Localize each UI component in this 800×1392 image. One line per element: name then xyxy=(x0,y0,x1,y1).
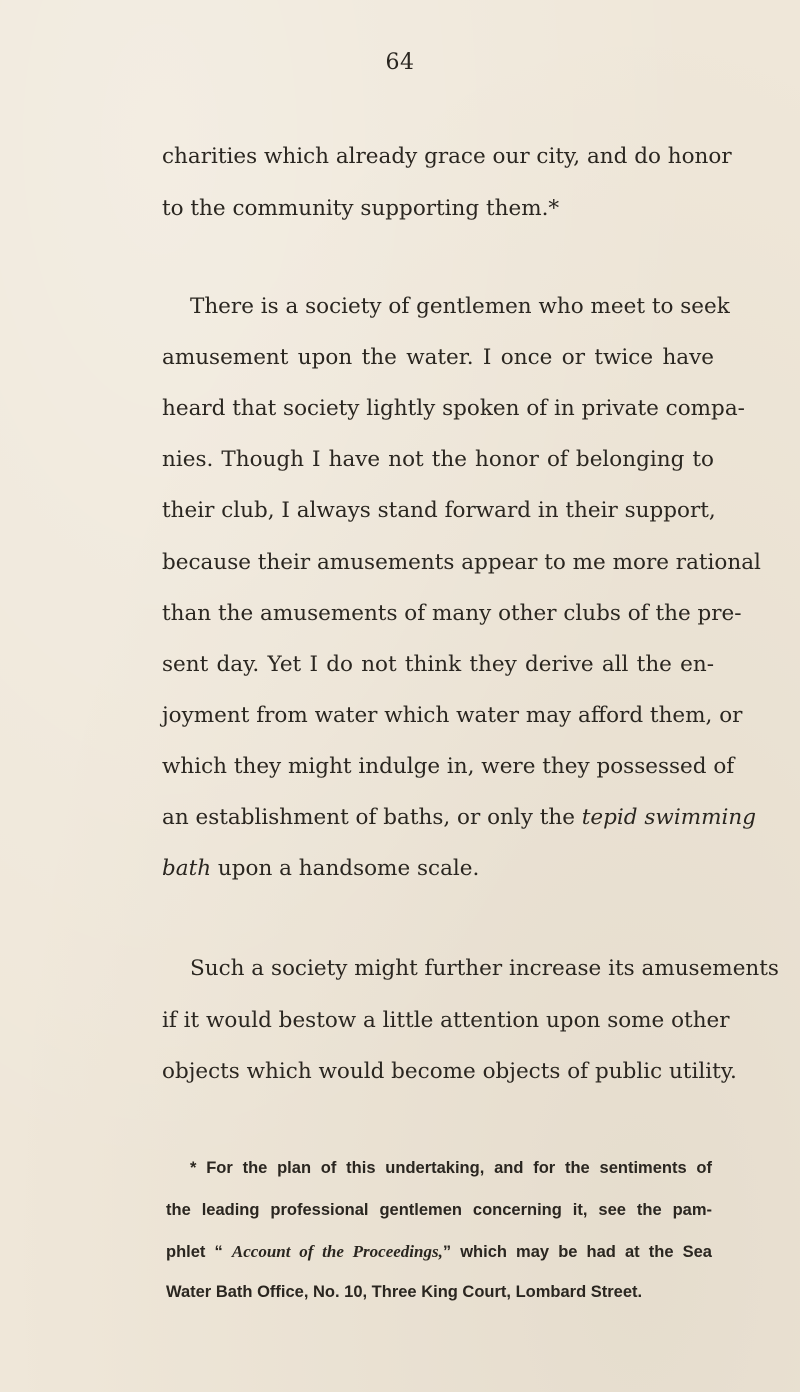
text-line xyxy=(162,805,756,830)
text-line: There is a society of gentlemen who meet to seek xyxy=(190,294,730,319)
text-line: objects which would become objects of public utility. xyxy=(162,1059,737,1084)
text-line: amusement upon the water. I once or twice have xyxy=(162,345,714,370)
italic-text: Account of the Proceedings, xyxy=(231,1242,443,1261)
footnote-line: the leading professional gentlemen concerning it, see the pam- xyxy=(166,1201,712,1219)
text-span: phlet “ xyxy=(166,1243,232,1261)
page-number: 64 xyxy=(385,50,415,75)
italic-text: tepid swimming xyxy=(581,805,756,830)
text-line: sent day. Yet I do not think they derive all the en- xyxy=(162,652,714,677)
footnote-line xyxy=(166,1243,712,1261)
text-line xyxy=(162,858,479,880)
text-line: if it would bestow a little attention upon some other xyxy=(162,1008,730,1033)
text-line: because their amusements appear to me more rational xyxy=(162,550,761,575)
text-line: charities which already grace our city, and do honor xyxy=(162,144,732,169)
footnote-line: Water Bath Office, No. 10, Three King Court, Lombard Street. xyxy=(166,1283,643,1301)
text-line: nies. Though I have not the honor of belonging to xyxy=(162,447,714,472)
text-line: their club, I always stand forward in their support, xyxy=(162,498,716,523)
text-line: heard that society lightly spoken of in private compa- xyxy=(162,396,745,421)
text-span: upon a handsome scale. xyxy=(211,856,480,881)
text-span: an establishment of baths, or only the xyxy=(162,805,582,830)
text-line: joyment from water which water may afford them, or xyxy=(162,703,743,728)
footnote-line: * For the plan of this undertaking, and for the sentiments of xyxy=(190,1159,712,1177)
italic-text: bath xyxy=(162,856,212,881)
text-line: to the community supporting them.* xyxy=(162,196,560,221)
text-line: which they might indulge in, were they possessed of xyxy=(162,754,735,779)
text-span: ” which may be had at the Sea xyxy=(442,1243,712,1261)
text-line: Such a society might further increase its amusements xyxy=(190,956,779,981)
text-line: than the amusements of many other clubs of the pre- xyxy=(162,601,742,626)
